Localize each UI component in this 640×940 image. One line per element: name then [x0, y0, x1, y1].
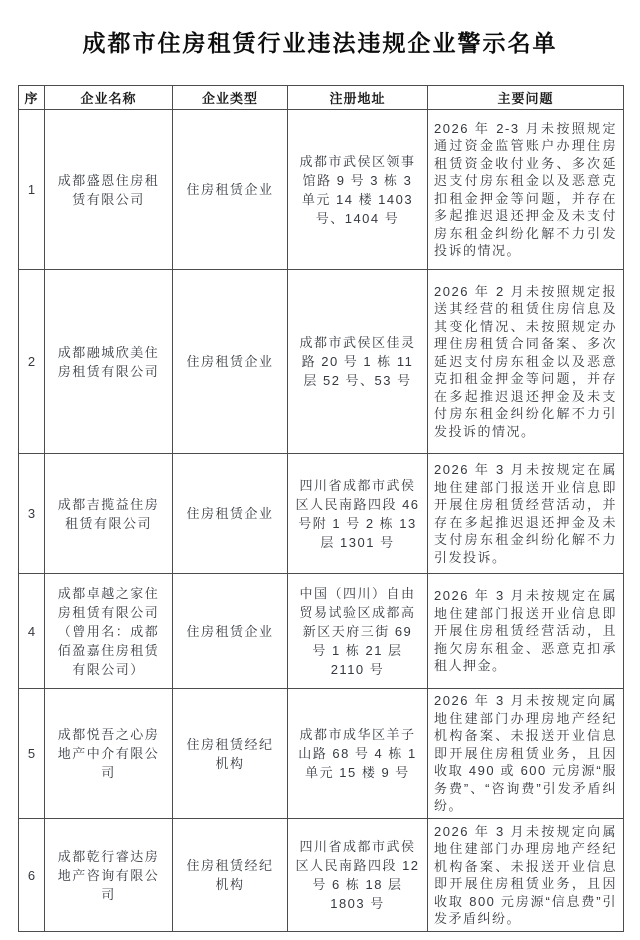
address-cell: 中国（四川）自由贸易试验区成都高新区天府三街 69 号 1 栋 21 层 2110 号: [288, 574, 428, 689]
issue-cell: 2026 年 2-3 月未按照规定通过资金监管账户办理住房租赁资金收付业务、多次延迟支付房东租金以及恶意克扣租金押金等问题，并存在多起推迟退还押金及未支付房东租金纠纷化解不力引发投诉的情况。: [428, 110, 624, 270]
address-cell: 四川省成都市武侯区人民南路四段 12 号 6 栋 18 层 1803 号: [288, 819, 428, 932]
seq-cell: 2: [19, 270, 45, 454]
issue-cell: 2026 年 3 月未按规定在属地住建部门报送开业信息即开展住房租赁经营活动，且拖欠房东租金、恶意克扣承租人押金。: [428, 574, 624, 689]
header-address: 注册地址: [288, 86, 428, 110]
seq-cell: 1: [19, 110, 45, 270]
company-type-cell: 住房租赁经纪机构: [173, 819, 288, 932]
company-name-cell: 成都盛恩住房租赁有限公司: [45, 110, 173, 270]
table-row: [19, 819, 624, 932]
issue-cell: 2026 年 3 月未按规定向属地住建部门办理房地产经纪机构备案、未报送开业信息即开展住房租赁业务，且因收取 800 元房源“信息费”引发矛盾纠纷。: [428, 819, 624, 932]
address-cell: 成都市武侯区领事馆路 9 号 3 栋 3 单元 14 楼 1403 号、1404 号: [288, 110, 428, 270]
company-name-cell: 成都融城欣美住房租赁有限公司: [45, 270, 173, 454]
company-type-cell: 住房租赁经纪机构: [173, 689, 288, 819]
company-name-cell: 成都乾行睿达房地产咨询有限公司: [45, 819, 173, 932]
header-company-name: 企业名称: [45, 86, 173, 110]
issue-cell: 2026 年 3 月未按规定向属地住建部门办理房地产经纪机构备案、未报送开业信息即开展住房租赁业务，且因收取 490 或 600 元房源“服务费”、“咨询费”引发矛盾纠纷。: [428, 689, 624, 819]
seq-cell: 3: [19, 454, 45, 574]
table-row: [19, 574, 624, 689]
table-row: [19, 270, 624, 454]
header-main-issue: 主要问题: [428, 86, 624, 110]
company-type-cell: 住房租赁企业: [173, 574, 288, 689]
table-row: [19, 110, 624, 270]
company-type-cell: 住房租赁企业: [173, 454, 288, 574]
company-name-cell: 成都吉揽益住房租赁有限公司: [45, 454, 173, 574]
page-title: 成都市住房租赁行业违法违规企业警示名单: [82, 30, 558, 56]
seq-cell: 6: [19, 819, 45, 932]
header-company-type: 企业类型: [173, 86, 288, 110]
table-row: [19, 454, 624, 574]
seq-cell: 4: [19, 574, 45, 689]
violation-list-table: [18, 85, 624, 932]
issue-cell: 2026 年 3 月未按规定在属地住建部门报送开业信息即开展住房租赁经营活动，并存在多起推迟退还押金及未支付房东租金纠纷化解不力引发投诉。: [428, 454, 624, 574]
table-body: [19, 110, 624, 932]
seq-cell: 5: [19, 689, 45, 819]
company-name-cell: 成都卓越之家住房租赁有限公司（曾用名：成都佰盈嘉住房租赁有限公司）: [45, 574, 173, 689]
company-name-cell: 成都悦吾之心房地产中介有限公司: [45, 689, 173, 819]
address-cell: 成都市武侯区佳灵路 20 号 1 栋 11 层 52 号、53 号: [288, 270, 428, 454]
issue-cell: 2026 年 2 月未按照规定报送其经营的租赁住房信息及其变化情况、未按照规定办理住房租赁合同备案、多次延迟支付房东租金以及恶意克扣租金押金等问题，并存在多起推迟退还押金及未支付房东租金纠纷化解不力引发投诉的情况。: [428, 270, 624, 454]
address-cell: 四川省成都市武侯区人民南路四段 46 号附 1 号 2 栋 13 层 1301 号: [288, 454, 428, 574]
company-type-cell: 住房租赁企业: [173, 110, 288, 270]
address-cell: 成都市成华区羊子山路 68 号 4 栋 1 单元 15 楼 9 号: [288, 689, 428, 819]
table-header-row: [19, 86, 624, 110]
company-type-cell: 住房租赁企业: [173, 270, 288, 454]
table-row: [19, 689, 624, 819]
header-seq: 序: [19, 86, 45, 110]
